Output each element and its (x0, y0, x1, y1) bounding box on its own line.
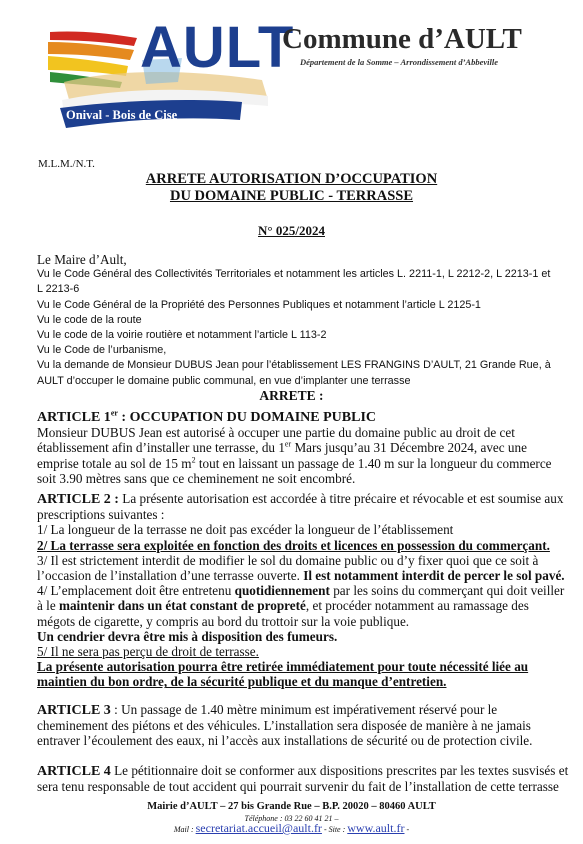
article-4-text: ARTICLE 4 Le pétitionnaire doit se conformer aux dispositions prescrites par les textes susvisés et (37, 763, 569, 779)
prescription-2: 2/ La terrasse sera exploitée en fonction des droits et licences en possession du commerçant. (37, 537, 550, 553)
logo-title: AULT (140, 15, 295, 80)
preamble-line: Vu le Code Général de la Propriété des Personnes Publiques et notamment l’article L 2125-1 (37, 298, 481, 311)
preamble-line: AULT d’occuper le domaine public communal, en vue d’implanter une terrasse (37, 374, 411, 387)
article-2-heading: ARTICLE 2 : (37, 492, 119, 507)
footer-phone: Téléphone : 03 22 60 41 21 – (244, 814, 339, 823)
mail-link[interactable]: secretariat.accueil@ault.fr (195, 821, 322, 835)
prescription-4: mégots de cigarette, y compris au bord du trottoir sur la voie publique. (37, 613, 410, 629)
article-3-text: entraver l’écoulement des eaux, ni l’accès aux installations de sécurité ou de protection civile. (37, 733, 533, 749)
footer-contact (0, 821, 583, 836)
footer-trailing: - (404, 825, 410, 834)
article-1-text: établissement afin d’installer une terrasse, du 1er Mars jusqu’au 31 Décembre 2024, avec une (37, 440, 527, 456)
article-3-text: cheminement des piétons et des véhicules. L’installation sera disposée de manière à ne jamais (37, 718, 531, 734)
article-1-heading: ARTICLE 1er : OCCUPATION DU DOMAINE PUBLIC (37, 408, 377, 425)
article-4 (37, 763, 569, 795)
preamble-line: L 2213-6 (37, 283, 80, 296)
reference: M.L.M./N.T. (38, 158, 95, 170)
article-1 (37, 410, 557, 486)
commune-subtitle: Département de la Somme – Arrondissement d’Abbeville (300, 57, 499, 67)
preamble-line: Le Maire d’Ault, (37, 252, 127, 267)
arrete-number: N° 025/2024 (258, 223, 325, 238)
site-label: - Site : (321, 825, 348, 834)
site-link[interactable]: www.ault.fr (347, 821, 405, 835)
article-3 (37, 702, 557, 749)
prescription-5: 5/ Il ne sera pas perçu de droit de terrasse. (37, 644, 259, 660)
preamble (37, 252, 557, 389)
prescription-3: l’occasion de l’installation d’une terrasse ouverte. Il est notamment interdit de percer le sol pavé. (37, 568, 565, 584)
article-4-heading: ARTICLE 4 (37, 764, 111, 779)
prescription-6: La présente autorisation pourra être retirée immédiatement pour toute nécessité liée au (37, 659, 529, 675)
preamble-line: Vu le Code de l’urbanisme, (37, 344, 167, 357)
article-2-text: prescriptions suivantes : (37, 507, 165, 523)
article-1-text: emprise totale au sol de 15 $m^2$ tout en laissant un passage de 1.40 m sur la longueur du commerce (37, 455, 552, 471)
mail-label: Mail : (173, 825, 196, 834)
article-2 (37, 491, 565, 690)
article-1-text: Monsieur DUBUS Jean est autorisé à occuper une partie du domaine public au droit de cet (37, 425, 515, 441)
footer-address: Mairie d’AULT – 27 bis Grande Rue – B.P. 20020 – 80460 AULT (147, 801, 436, 812)
preamble-line: Vu la demande de Monsieur DUBUS Jean pour l’établissement LES FRANGINS D’AULT, 21 Grande Rue, à (37, 359, 551, 372)
title-line-2: DU DOMAINE PUBLIC - TERRASSE (169, 188, 414, 204)
prescription-1: 1/ La longueur de la terrasse ne doit pas excéder la longueur de l’établissement (37, 522, 454, 538)
article-3-heading: ARTICLE 3 (37, 703, 111, 718)
article-1-text: soit 3.90 mètres sans que ce cheminement ne soit encombré. (37, 470, 356, 486)
article-4-text: sera tenu responsable de tout accident qui pourrait survenir du fait de l’installation de cette terrasse (37, 779, 559, 795)
preamble-line: Vu le code de la voirie routière et notamment l’article L 113-2 (37, 329, 327, 342)
article-2-intro: ARTICLE 2 : La présente autorisation est accordée à titre précaire et révocable et est soumise aux (37, 491, 564, 507)
prescription-4: Un cendrier devra être mis à disposition des fumeurs. (37, 628, 338, 644)
logo-subtitle: Onival - Bois de Cise (66, 108, 178, 122)
commune-title: Commune d’AULT (282, 23, 522, 55)
article-3-text: ARTICLE 3 : Un passage de 1.40 mètre minimum est impérativement réservé pour le (37, 702, 498, 718)
prescription-3: 3/ Il est strictement interdit de modifier le sol du domaine public ou d’y fixer quoi que ce soit à (37, 552, 539, 568)
prescription-6: maintien du bon ordre, de la sécurité publique et du manque d’entretien. (37, 674, 447, 690)
title-line-1: ARRETE AUTORISATION D’OCCUPATION (145, 171, 438, 187)
preamble-line: Vu le Code Général des Collectivités Territoriales et notamment les articles L. 2211-1, L 2212-2, L 2213-1 et (37, 268, 551, 281)
arrete-label: ARRETE : (259, 388, 324, 403)
prescription-4: 4/ L’emplacement doit être entretenu quotidiennement par les soins du commerçant qui doit veiller (37, 583, 565, 599)
prescription-4: à le maintenir dans un état constant de propreté, et procéder notamment au ramassage des (37, 598, 529, 614)
preamble-line: Vu le code de la route (37, 313, 142, 326)
